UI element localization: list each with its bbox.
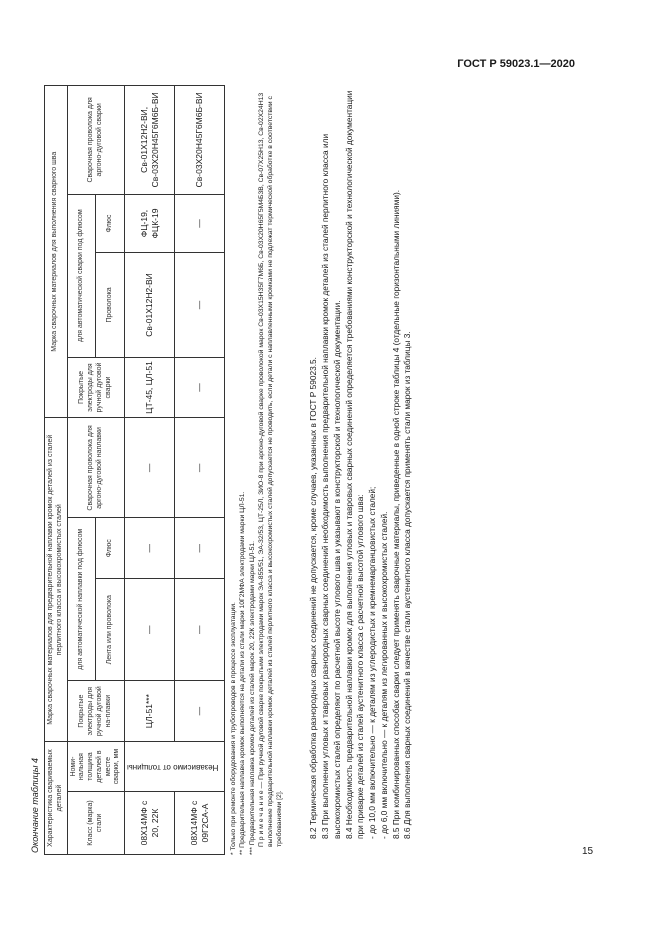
header-characteristic: Характеристика свариваемых деталей xyxy=(45,742,68,855)
header-wire: Проволока xyxy=(96,253,125,357)
header-coated-weld: Покрытые электроды для ручной дуговой сварки xyxy=(67,357,125,418)
paragraph-8-5: 8.5 При комбинированных способах сварки следует применять сварочные материалы, приведенные в одной строке таблицы 4 (отдельные горизонтальными линиями). xyxy=(390,189,401,839)
header-class: Класс (марка) стали xyxy=(67,792,125,855)
paragraph-8-2: 8.2 Термическая обработка разнородных сварных соединений не допускается, кроме случаев, указанных в ГОСТ Р 59023.5. xyxy=(308,357,319,839)
thickness-text: Независимо от толщины xyxy=(127,762,219,772)
cell-wire: — xyxy=(175,253,225,357)
document-code: ГОСТ Р 59023.1—2020 xyxy=(457,58,575,70)
paragraph-8-3: 8.3 При выполнении угловых и тавровых разнородных сварных соединений необходимость выполнения предварительной наплавки кромок деталей из сталей перлитного класса или высокохромистых сталей определяют по расчетной высоте углового шва и указывают в конструкторской и технологической документации. xyxy=(319,133,342,839)
cell-argon: — xyxy=(125,418,175,518)
cell-thickness xyxy=(125,742,225,792)
header-auto-surfacing: для автоматической наплавки под флюсом xyxy=(67,518,96,681)
header-coated-electrodes: Покрытые электроды для ручной дуговой на-плавки xyxy=(67,681,125,742)
cell-coated-weld: ЦТ-45, ЦЛ-51 xyxy=(125,357,175,418)
list-item: - до 10,0 мм включительно — к деталям из углеродистых и кремнемарганцовистых сталей; xyxy=(367,486,378,839)
cell-coated: — xyxy=(175,681,225,742)
cell-flux: — xyxy=(125,518,175,579)
cell-wire: Св-01Х12Н2-ВИ xyxy=(125,253,175,357)
section-text xyxy=(308,85,414,855)
cell-argon-weld: Св-03Х20Н45Г6М6Б-ВИ xyxy=(175,86,225,195)
footnote-2: ** Предварительная наплавка кромок выполняется на детали из стали марки 10Г2МФА электродами марки ЦЛ-51. xyxy=(239,491,247,855)
welding-materials-table xyxy=(44,85,225,855)
header-argon-surfacing-wire: Сварочная проволока для аргоно-дуговой наплавки xyxy=(67,418,125,518)
table-row xyxy=(125,86,175,855)
table-row xyxy=(175,86,225,855)
header-tape-or-wire: Лента или проволока xyxy=(96,579,125,681)
cell-argon: — xyxy=(175,418,225,518)
cell-flux-weld: — xyxy=(175,194,225,253)
page-number: 15 xyxy=(582,846,594,857)
header-argon-weld-wire: Сварочная проволока для аргоно-дуговой сварки xyxy=(67,86,125,195)
header-flux: Флюс xyxy=(96,518,125,579)
rotated-page-body xyxy=(30,85,585,855)
cell-class: 08Х14МФ с 20, 22К xyxy=(125,792,175,855)
cell-flux-weld: ФЦ-19, ФЦК-19 xyxy=(125,194,175,253)
cell-class: 08Х14МФ с 09Г2СА-А xyxy=(175,792,225,855)
table-caption: Окончание таблицы 4 xyxy=(30,758,40,853)
cell-coated-weld: — xyxy=(175,357,225,418)
cell-argon-weld: Св-01Х12Н2-ВИ, Св-03Х20Н45Г6М6Б-ВИ xyxy=(125,86,175,195)
list-item: - до 6,0 мм включительно — к деталям из легированных и высокохромистых сталей. xyxy=(378,511,389,839)
cell-tape: — xyxy=(125,579,175,681)
header-nominal-thickness: Номи-нальная толщина деталей в месте сварки, мм xyxy=(67,742,125,792)
paragraph-8-6: 8.6 Для выполнения сварных соединений в качестве стали аустенитного класса допускается применять стали марок из таблицы 3. xyxy=(402,331,413,839)
paragraph-8-4: 8.4 Необходимость предварительной наплавки кромок для выполнения угловых и тавровых сварных соединений определяется требованиями конструкторской и технологической документации при приварке деталей из сталей аустенитного класса с расчетной высотой углового шва: xyxy=(343,90,366,839)
cell-tape: — xyxy=(175,579,225,681)
footnote-1: * Только при ремонте оборудования и трубопроводов в процессе эксплуатации. xyxy=(230,602,238,855)
cell-coated: ЦЛ-51*** xyxy=(125,681,175,742)
table-note: П р и м е ч а н и е — При ручной дуговой сварке покрытыми электродами марок ЭА-855/51, ЭА-32/53, ЦТ-25Л, ЗИО-8 при аргоно-дуговой сварке проволокой марок Св-03Х15Н35Г7М6Б, Св-03Х20Н65Г5М4Б3В, Св-07Х25Н13, Св-02Х24Н13 выполнение предварительной наплавки кромок деталей из сталей перлитного класса и высокохромистых сталей допускается не проводить, если детали с наплавленными кромками не подлежат термической обработке в соответствии с требованиями [2]. xyxy=(257,92,284,847)
footnote-3: *** Предварительная наплавка кромок деталей из сталей марок 20, 22К электродами марки ЦЛ-51. xyxy=(248,540,256,855)
table-notes xyxy=(229,85,284,855)
header-auto-weld: для автоматической сварки под флюсом xyxy=(67,194,96,357)
cell-flux: — xyxy=(175,518,225,579)
header-surfacing-group: Марка сварочных материалов для предварительной наплавки кромок деталей из сталей перлитного класса и высокохромистых сталей xyxy=(45,418,68,742)
header-flux-weld: Флюс xyxy=(96,194,125,253)
header-weld-group: Марка сварочных материалов для выполнения сварного шва xyxy=(45,86,68,418)
